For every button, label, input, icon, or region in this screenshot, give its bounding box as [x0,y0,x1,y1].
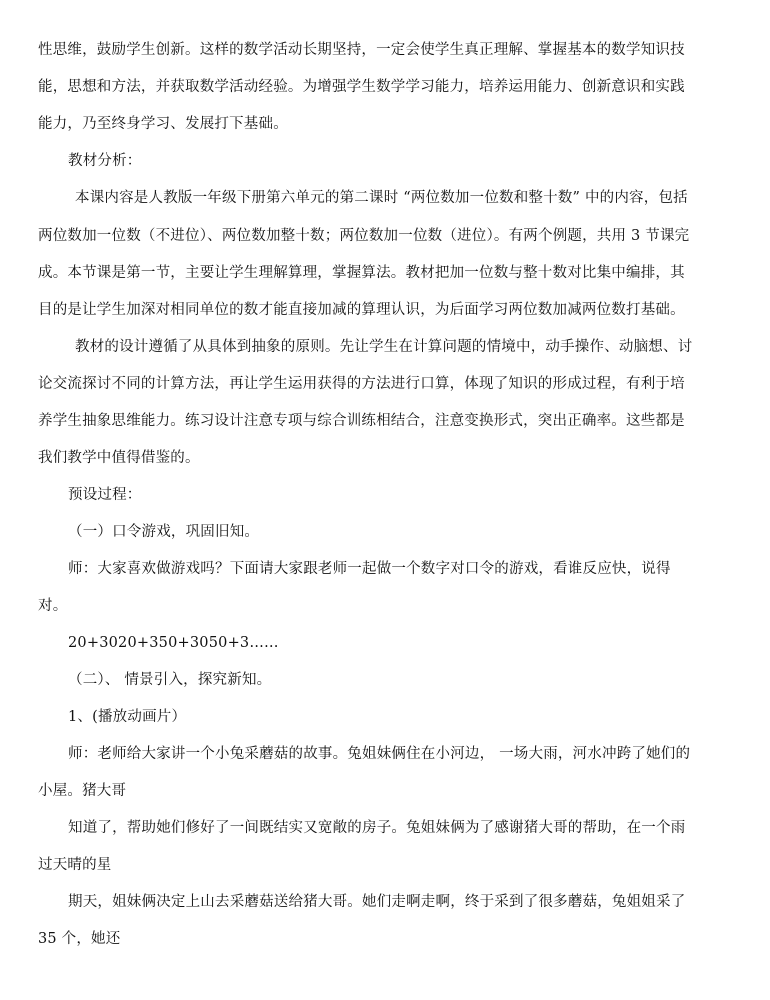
text-line-6: 两位数加一位数（不进位）、两位数加整十数；两位数加一位数（进位）。有两个例题，共用 3 节课完 [38,228,690,244]
text-line-2: 能，思想和方法，并获取数学活动经验。为增强学生数学学习能力，培养运用能力、创新意识和实践 [38,79,685,95]
text-line-8: 目的是让学生加深对相同单位的数才能直接加减的算理认识，为后面学习两位数加减两位数打基础。 [38,302,685,318]
subheading-one: （一）口令游戏，巩固旧知。 [68,524,260,540]
text-line-10: 论交流探讨不同的计算方法，再让学生运用获得的方法进行口算，体现了知识的形成过程，有利于培 [38,376,685,392]
text-line-19: 1、(播放动画片） [68,709,187,725]
text-line-9: 教材的设计遵循了从具体到抽象的原则。先让学生在计算问题的情境中，动手操作、动脑想、讨 [75,339,693,355]
text-line-21: 小屋。猪大哥 [38,783,127,799]
text-line-17: 20+3020+350+3050+3…… [68,635,279,651]
text-line-3: 能力，乃至终身学习、发展打下基础。 [38,116,288,132]
text-line-23: 过天晴的星 [38,857,112,873]
text-line-20: 师：老师给大家讲一个小兔采蘑菇的故事。兔姐妹俩住在小河边， 一场大雨，河水冲跨了她们的 [68,746,691,762]
text-line-12: 我们教学中值得借鉴的。 [38,450,200,466]
text-line-24: 期天，姐妹俩决定上山去采蘑菇送给猪大哥。她们走啊走啊，终于采到了很多蘑菇，兔姐姐采了 [68,894,686,910]
section-heading-material-analysis: 教材分析： [68,153,142,169]
text-line-11: 养学生抽象思维能力。练习设计注意专项与综合训练相结合，注意变换形式，突出正确率。这些都是 [38,413,685,429]
text-line-5: 本课内容是人教版一年级下册第六单元的第二课时 “两位数加一位数和整十数” 中的内容，包括 [75,190,688,206]
text-line-16: 对。 [38,598,68,614]
text-line-7: 成。本节课是第一节，主要让学生理解算理，掌握算法。教材把加一位数与整十数对比集中编排，其 [38,265,685,281]
text-line-1: 性思维，鼓励学生创新。这样的数学活动长期坚持，一定会使学生真正理解、掌握基本的数学知识技 [38,42,685,58]
text-line-22: 知道了，帮助她们修好了一间既结实又宽敞的房子。兔姐妹俩为了感谢猪大哥的帮助，在一个雨 [68,820,686,836]
section-heading-preset-process: 预设过程： [68,487,142,503]
subheading-two: （二）、 情景引入，探究新知。 [68,672,272,688]
text-line-15: 师：大家喜欢做游戏吗？下面请大家跟老师一起做一个数字对口令的游戏，看谁反应快，说得 [68,561,671,577]
text-line-25: 35 个，她还 [38,931,121,947]
